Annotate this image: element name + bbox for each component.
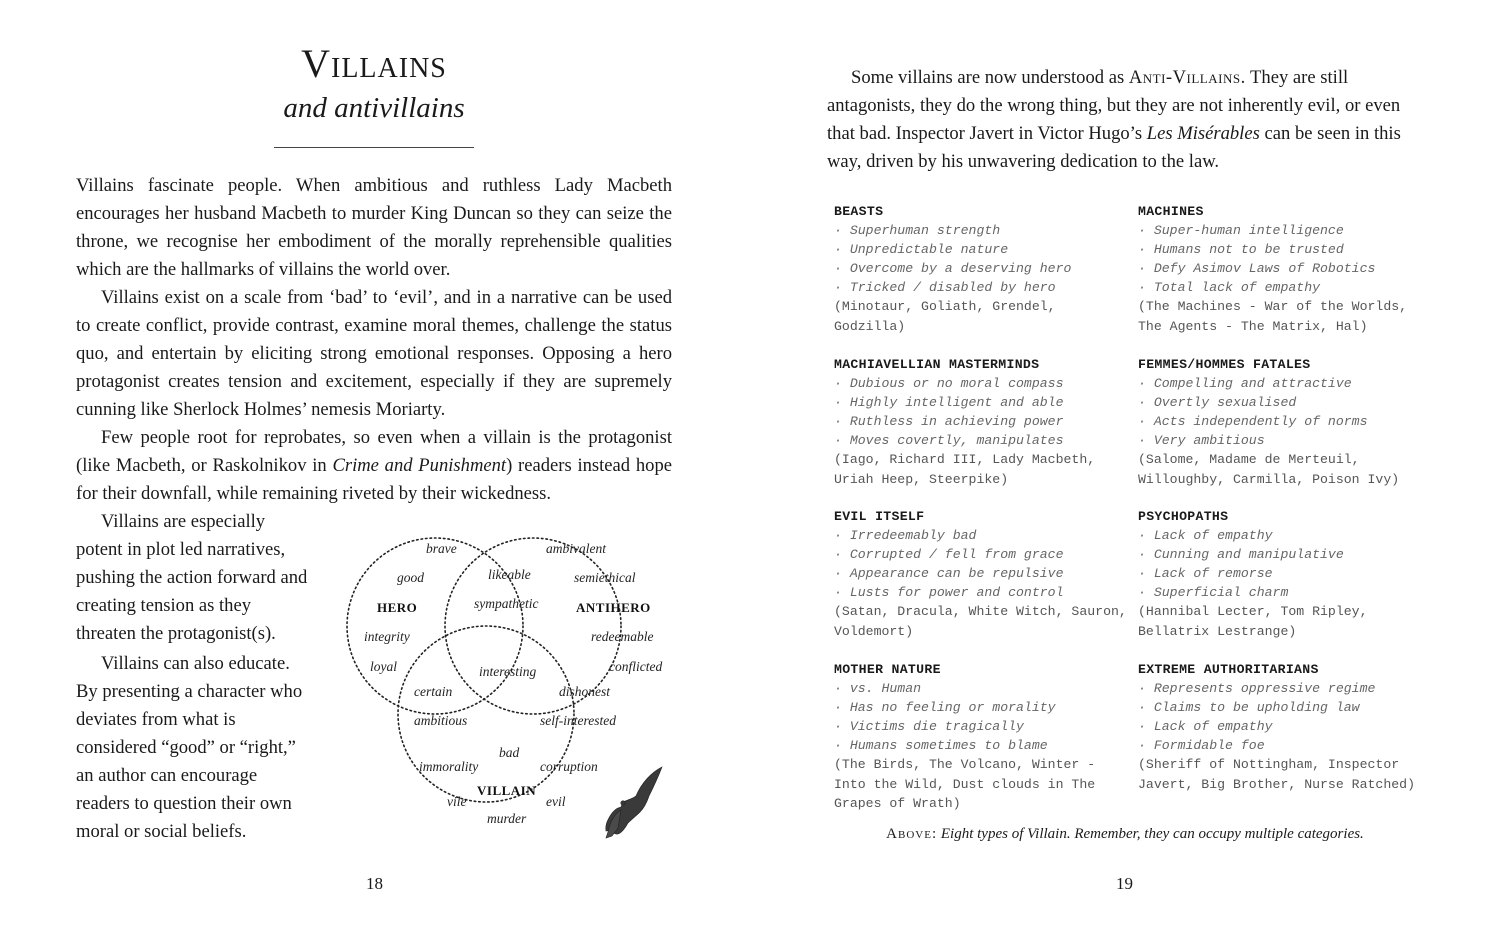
category-trait: · Acts independently of norms <box>1138 414 1368 430</box>
venn-word: good <box>397 570 424 585</box>
villain-category-block <box>834 507 1134 641</box>
category-trait: · Claims to be upholding law <box>1138 700 1360 716</box>
category-examples: (Minotaur, Goliath, Grendel, Godzilla) <box>834 299 1056 334</box>
category-heading: MOTHER NATURE <box>834 662 941 677</box>
category-trait: · Humans not to be trusted <box>1138 242 1344 258</box>
category-trait: · Unpredictable nature <box>834 242 1009 258</box>
paragraph-2: Villains exist on a scale from ‘bad’ to ‘evil’, and in a narrative can be used to create conflict, provide contrast, examine moral themes, challenge the status quo, and entertain by eliciting strong emotional responses. Opposing a hero protagonist creates tension and excitement, especially if they are supremely cunning like Sherlock Holmes’ nemesis Moriarty. <box>76 287 672 420</box>
category-examples: (The Machines - War of the Worlds, The Agents - The Matrix, Hal) <box>1138 299 1408 334</box>
venn-label-villain: VILLAIN <box>477 783 537 798</box>
category-examples: (Satan, Dracula, White Witch, Sauron, Voldemort) <box>834 604 1127 639</box>
category-trait: · Overcome by a deserving hero <box>834 261 1072 277</box>
villain-category-block <box>1138 355 1438 489</box>
venn-word: self-interested <box>540 713 616 728</box>
category-trait: · Superhuman strength <box>834 223 1001 239</box>
venn-label-antihero: ANTIHERO <box>576 600 651 615</box>
category-trait: · Overtly sexualised <box>1138 395 1297 411</box>
villain-category-block <box>834 202 1134 336</box>
category-trait: · Lack of empathy <box>1138 719 1273 735</box>
venn-word: evil <box>546 794 566 809</box>
venn-word: sympathetic <box>474 596 539 611</box>
category-trait: · Corrupted / fell from grace <box>834 547 1064 563</box>
category-heading: EVIL ITSELF <box>834 509 925 524</box>
page-title: Villains <box>301 41 447 86</box>
venn-word: redeemable <box>591 629 654 644</box>
page-number: 18 <box>366 874 383 893</box>
venn-word: ambitious <box>414 713 468 728</box>
category-trait: · Lack of empathy <box>1138 528 1273 544</box>
venn-word: bad <box>499 745 520 760</box>
category-trait: · Humans sometimes to blame <box>834 738 1048 754</box>
paragraph-3-text-a: Few people root for reprobates, so even when a villain is the protagonist (like Macbeth, or Raskolnikov in <box>76 427 672 476</box>
category-heading: FEMMES/HOMMES FATALES <box>1138 357 1311 372</box>
paragraph-3 <box>76 424 672 508</box>
intro-text-b: They are still antagonists, they do the wrong thing, but they are not inherently evil, or even that bad. Inspector Javert in Victor Hugo’s <box>827 67 1401 144</box>
venn-word: corruption <box>540 759 598 774</box>
venn-word: vile <box>447 794 467 809</box>
venn-word: dishonest <box>559 684 611 699</box>
venn-word: immorality <box>419 759 479 774</box>
title-divider <box>274 147 474 148</box>
paragraph-1: Villains fascinate people. When ambitious and ruthless Lady Macbeth encourages her husband Macbeth to murder King Duncan so they can seize the throne, we recognise her embodiment of the morally reprehensible qualities which are the hallmarks of villains the world over. <box>76 175 672 280</box>
category-trait: · Appearance can be repulsive <box>834 566 1064 582</box>
paragraph-5: Villains can also educate. By presenting a character who deviates from what is considered “good” or “right,” an author can encourage readers to question their own moral or social beliefs. <box>76 653 303 842</box>
right-page <box>750 0 1500 930</box>
category-trait: · Compelling and attractive <box>1138 376 1352 392</box>
category-heading: MACHINES <box>1138 204 1204 219</box>
category-trait: · Super-human intelligence <box>1138 223 1344 239</box>
venn-diagram <box>340 520 680 860</box>
venn-word: conflicted <box>609 659 663 674</box>
category-examples: (Sheriff of Nottingham, Inspector Javert, Big Brother, Nurse Ratched) <box>1138 757 1415 792</box>
book-title-crime-and-punishment: Crime and Punishment <box>332 455 507 476</box>
category-trait: · Has no feeling or morality <box>834 700 1056 716</box>
category-trait: · Lusts for power and control <box>834 585 1064 601</box>
intro-paragraph <box>827 64 1425 176</box>
caption-lead: Above: <box>886 826 938 842</box>
villain-category-block <box>834 660 1134 813</box>
category-trait: · Irredeemably bad <box>834 528 977 544</box>
category-examples: (Iago, Richard III, Lady Macbeth, Uriah Heep, Steerpike) <box>834 452 1096 487</box>
villain-category-block <box>1138 660 1438 794</box>
venn-word: loyal <box>370 659 397 674</box>
category-trait: · Represents oppressive regime <box>1138 681 1376 697</box>
category-heading: PSYCHOPATHS <box>1138 509 1229 524</box>
intro-text-c: can be seen in this way, driven by his unwavering dedication to the law. <box>827 123 1401 172</box>
paragraph-3-text-b: ) readers instead hope for their downfall, while remaining riveted by their wickedness. <box>76 455 672 504</box>
venn-svg <box>340 520 680 860</box>
caption-text: Eight types of Villain. Remember, they can occupy multiple categories. <box>937 826 1364 842</box>
venn-word: murder <box>487 811 527 826</box>
villain-category-block <box>1138 202 1438 336</box>
category-trait: · Highly intelligent and able <box>834 395 1064 411</box>
intro-text-a: Some villains are now understood as <box>851 67 1129 88</box>
venn-word: ambivalent <box>546 541 606 556</box>
category-trait: · Defy Asimov Laws of Robotics <box>1138 261 1376 277</box>
venn-word: integrity <box>364 629 410 644</box>
category-trait: · Tricked / disabled by hero <box>834 280 1056 296</box>
category-examples: (Hannibal Lecter, Tom Ripley, Bellatrix Lestrange) <box>1138 604 1368 639</box>
category-trait: · Very ambitious <box>1138 433 1265 449</box>
category-trait: · Dubious or no moral compass <box>834 376 1064 392</box>
category-trait: · Total lack of empathy <box>1138 280 1321 296</box>
book-title-les-miserables: Les Misérables <box>1146 123 1260 144</box>
category-examples: (Salome, Madame de Merteuil, Willoughby, Carmilla, Poison Ivy) <box>1138 452 1400 487</box>
venn-word: interesting <box>479 664 537 679</box>
villain-category-block <box>834 355 1134 489</box>
anti-villains-term: Anti-Villains. <box>1128 67 1246 88</box>
villain-category-block <box>1138 507 1438 641</box>
category-trait: · Superficial charm <box>1138 585 1289 601</box>
category-trait: · Victims die tragically <box>834 719 1024 735</box>
venn-word: likeable <box>488 567 531 582</box>
paragraph-4: Villains are especially potent in plot led narratives, pushing the action forward and creating tension as they threaten the protagonist(s). <box>76 511 308 644</box>
venn-word: brave <box>426 541 457 556</box>
category-trait: · Lack of remorse <box>1138 566 1273 582</box>
category-trait: · vs. Human <box>834 681 922 697</box>
venn-word: semiethical <box>574 570 636 585</box>
category-trait: · Moves covertly, manipulates <box>834 433 1064 449</box>
bat-illustration <box>606 767 662 838</box>
category-examples: (The Birds, The Volcano, Winter - Into the Wild, Dust clouds in The Grapes of Wrath) <box>834 757 1096 811</box>
category-trait: · Ruthless in achieving power <box>834 414 1064 430</box>
page-subtitle: and antivillains <box>283 92 465 124</box>
venn-label-hero: HERO <box>377 600 418 615</box>
category-trait: · Formidable foe <box>1138 738 1265 754</box>
figure-caption <box>825 826 1425 843</box>
page-number: 19 <box>1116 874 1133 893</box>
category-heading: EXTREME AUTHORITARIANS <box>1138 662 1319 677</box>
category-heading: BEASTS <box>834 204 884 219</box>
venn-word: certain <box>414 684 453 699</box>
category-heading: MACHIAVELLIAN MASTERMINDS <box>834 357 1040 372</box>
category-trait: · Cunning and manipulative <box>1138 547 1344 563</box>
